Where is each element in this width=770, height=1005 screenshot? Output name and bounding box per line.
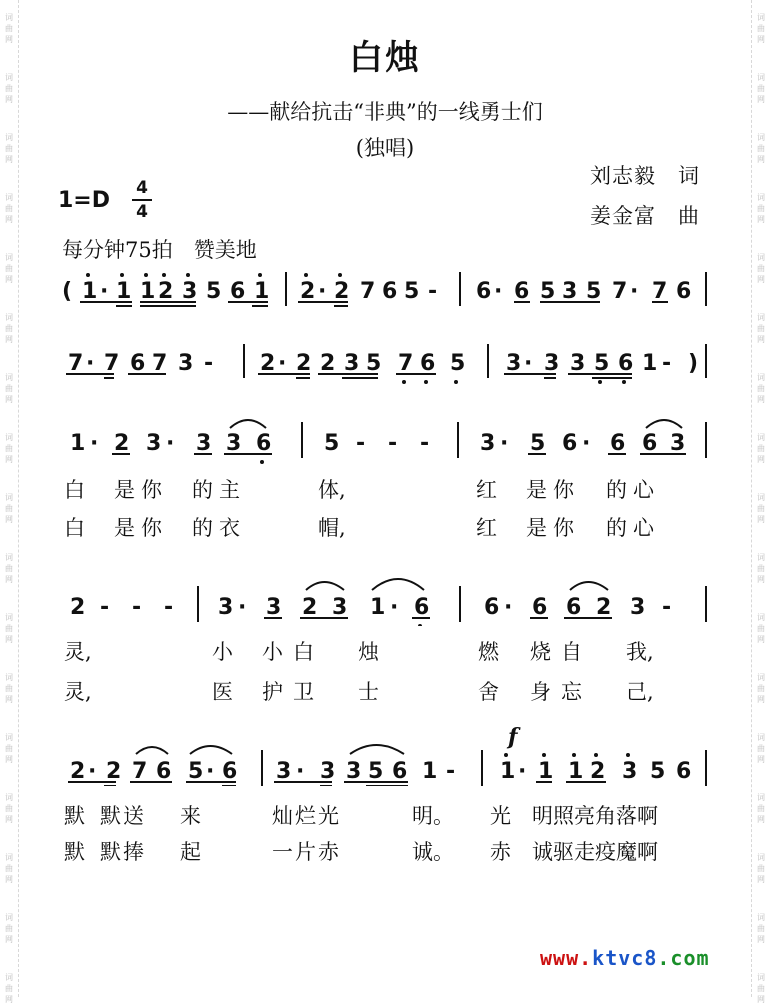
lyric: 赤 [490, 840, 511, 864]
lyric: 红 [476, 478, 497, 502]
watermark-text: 词 曲 网 [5, 733, 13, 764]
svg-text:1: 1 [254, 279, 270, 304]
lyric: 我, [626, 640, 654, 664]
watermark-text: 词 曲 网 [757, 313, 765, 344]
svg-text:·: · [504, 595, 513, 620]
lyric: 是你 [526, 516, 580, 540]
svg-text:1: 1 [538, 759, 554, 784]
lyric: 烧自 [530, 640, 592, 664]
watermark-text: 词 曲 网 [5, 433, 13, 464]
svg-text:3: 3 [630, 595, 646, 620]
lyric: 的心 [606, 516, 660, 540]
key-signature: 1=D [58, 188, 111, 213]
svg-text:6: 6 [414, 595, 430, 620]
lyric: 是你 [114, 516, 168, 540]
watermark-text: 词 曲 网 [5, 373, 13, 404]
svg-text:1: 1 [140, 279, 156, 304]
watermark-text: 词 曲 网 [757, 73, 765, 104]
svg-text:5: 5 [366, 351, 382, 376]
svg-text:·: · [296, 759, 305, 784]
score-row-5-svg [0, 726, 770, 786]
svg-text:3: 3 [346, 759, 362, 784]
svg-text:3: 3 [622, 759, 638, 784]
svg-text:·: · [630, 279, 639, 304]
lyric: 白 [64, 516, 85, 540]
watermark-text: 词 曲 网 [5, 913, 13, 944]
svg-text:2: 2 [300, 279, 316, 304]
composer-credit: 姜金富 曲 [590, 204, 700, 228]
svg-text:6: 6 [156, 759, 172, 784]
svg-text:5: 5 [368, 759, 384, 784]
svg-text:6: 6 [230, 279, 246, 304]
svg-text:3: 3 [182, 279, 198, 304]
lyric: 诚。 [412, 840, 454, 864]
svg-text:6: 6 [642, 431, 658, 456]
time-signature-bottom: 4 [136, 202, 148, 222]
lyric: 灵, [64, 640, 92, 664]
svg-text:6: 6 [484, 595, 500, 620]
lyric: 白 [64, 478, 85, 502]
watermark-text: 词 曲 网 [757, 13, 765, 44]
watermark-text: 词 曲 网 [5, 253, 13, 284]
watermark-text: 词 曲 网 [757, 553, 765, 584]
svg-text:3: 3 [562, 279, 578, 304]
lyric: 红 [476, 516, 497, 540]
svg-text:5: 5 [206, 279, 222, 304]
svg-text:6: 6 [256, 431, 272, 456]
svg-text:5: 5 [540, 279, 556, 304]
lyric: 舍 [478, 680, 499, 704]
svg-text:·: · [100, 279, 109, 304]
watermark-text: 词 曲 网 [5, 673, 13, 704]
lyric: 来 [180, 804, 201, 828]
svg-text:3: 3 [344, 351, 360, 376]
watermark-text: 词 曲 网 [757, 133, 765, 164]
svg-text:2: 2 [114, 431, 130, 456]
watermark-text: 词 曲 网 [5, 133, 13, 164]
score-row-3 [0, 414, 770, 456]
lyric: 小 [212, 640, 233, 664]
score-row-1 [0, 270, 770, 306]
song-title: 白烛 [349, 38, 421, 78]
svg-text:3: 3 [146, 431, 162, 456]
svg-text:7: 7 [612, 279, 628, 304]
score-row-3-svg [0, 414, 770, 464]
watermark-text: 词 曲 网 [5, 193, 13, 224]
svg-text:2: 2 [158, 279, 174, 304]
svg-text:(: ( [62, 279, 73, 304]
svg-text:-: - [428, 279, 438, 304]
svg-text:6: 6 [222, 759, 238, 784]
lyric: 的主 [192, 478, 246, 502]
performance-type: (独唱) [355, 136, 415, 160]
svg-text:-: - [388, 431, 398, 456]
svg-text:5: 5 [450, 351, 466, 376]
lyric: 默 [64, 804, 85, 828]
time-signature [132, 178, 152, 222]
lyric: 一片赤 [272, 840, 341, 864]
svg-text:1: 1 [568, 759, 584, 784]
svg-text:3: 3 [506, 351, 522, 376]
lyric: 是你 [114, 478, 168, 502]
svg-text:·: · [494, 279, 503, 304]
svg-text:-: - [132, 595, 142, 620]
svg-text:7: 7 [360, 279, 376, 304]
score-row-2 [0, 342, 770, 378]
watermark-text: 词 曲 网 [757, 433, 765, 464]
svg-text:3: 3 [570, 351, 586, 376]
watermark-text: 词 曲 网 [757, 193, 765, 224]
svg-text:6: 6 [476, 279, 492, 304]
watermark-text: 词 曲 网 [757, 493, 765, 524]
watermark-text: 词 曲 网 [757, 973, 765, 1004]
watermark-text: 词 曲 网 [757, 673, 765, 704]
svg-text:·: · [518, 759, 527, 784]
watermark-text: 词 曲 网 [5, 973, 13, 1004]
svg-text:2: 2 [296, 351, 312, 376]
lyric-line-5 [0, 800, 770, 830]
lyric: 明照亮角落啊 [532, 804, 658, 828]
svg-text:3: 3 [544, 351, 560, 376]
watermark-text: 词 曲 网 [5, 613, 13, 644]
score-row-1-svg [0, 270, 770, 320]
score-row-4-svg [0, 570, 770, 626]
svg-text:1: 1 [116, 279, 132, 304]
lyric: 小白 [262, 640, 324, 664]
watermark-text: 词 曲 网 [5, 853, 13, 884]
svg-text:2: 2 [260, 351, 276, 376]
site-url[interactable] [540, 946, 710, 970]
lyric: 的衣 [192, 516, 246, 540]
svg-text:6: 6 [610, 431, 626, 456]
lyric: 燃 [478, 640, 499, 664]
svg-text:6: 6 [532, 595, 548, 620]
svg-text:6: 6 [420, 351, 436, 376]
watermark-text: 词 曲 网 [757, 613, 765, 644]
svg-text:5: 5 [650, 759, 666, 784]
watermark-text: 词 曲 网 [5, 493, 13, 524]
svg-text:2: 2 [596, 595, 612, 620]
site-url-part: www. [540, 946, 593, 970]
svg-text:5: 5 [188, 759, 204, 784]
score-row-4 [0, 570, 770, 620]
lyric: 默捧 [100, 840, 146, 864]
svg-text:1: 1 [82, 279, 98, 304]
svg-text:1: 1 [70, 431, 86, 456]
watermark-text: 词 曲 网 [5, 793, 13, 824]
svg-text:7: 7 [398, 351, 414, 376]
svg-text:7: 7 [152, 351, 168, 376]
svg-text:·: · [88, 759, 97, 784]
svg-text:6: 6 [676, 759, 692, 784]
watermark-text: 词 曲 网 [757, 793, 765, 824]
svg-text:6: 6 [676, 279, 692, 304]
watermark-text: 词 曲 网 [5, 13, 13, 44]
lyricist-credit: 刘志毅 词 [590, 164, 700, 188]
watermark-text: 词 曲 网 [757, 733, 765, 764]
svg-text:·: · [238, 595, 247, 620]
site-url-part: .com [657, 946, 710, 970]
lyric: 身忘 [530, 680, 592, 704]
svg-text:2: 2 [334, 279, 350, 304]
svg-text:): ) [688, 351, 699, 376]
svg-text:6: 6 [392, 759, 408, 784]
svg-text:2: 2 [590, 759, 606, 784]
svg-text:1: 1 [370, 595, 386, 620]
svg-text:6: 6 [566, 595, 582, 620]
svg-text:-: - [446, 759, 456, 784]
lyric: 己, [626, 680, 654, 704]
lyric-line-6 [0, 836, 770, 866]
lyric-line-4 [0, 676, 770, 706]
svg-text:2: 2 [106, 759, 122, 784]
svg-text:3: 3 [178, 351, 194, 376]
svg-text:7: 7 [104, 351, 120, 376]
svg-text:·: · [582, 431, 591, 456]
lyric: 护卫 [262, 680, 324, 704]
svg-text:·: · [524, 351, 533, 376]
svg-text:-: - [164, 595, 174, 620]
lyric: 医 [212, 680, 233, 704]
svg-text:-: - [100, 595, 110, 620]
lyric: 帽, [318, 516, 346, 540]
watermark-text: 词 曲 网 [757, 253, 765, 284]
lyric: 灿烂光 [272, 804, 341, 828]
svg-text:3: 3 [480, 431, 496, 456]
svg-text:3: 3 [276, 759, 292, 784]
time-signature-line [132, 199, 152, 201]
svg-text:3: 3 [196, 431, 212, 456]
svg-text:-: - [204, 351, 214, 376]
watermark-text: 词 曲 网 [5, 313, 13, 344]
svg-text:·: · [166, 431, 175, 456]
svg-text:6: 6 [562, 431, 578, 456]
lyric: 烛 [358, 640, 379, 664]
lyric: 明。 [412, 804, 454, 828]
watermark-text: 词 曲 网 [757, 853, 765, 884]
lyric: 光 [490, 804, 511, 828]
svg-text:·: · [278, 351, 287, 376]
svg-text:5: 5 [586, 279, 602, 304]
svg-text:6: 6 [382, 279, 398, 304]
svg-text:3: 3 [332, 595, 348, 620]
svg-text:5: 5 [594, 351, 610, 376]
svg-text:2: 2 [70, 759, 86, 784]
lyric: 起 [180, 840, 201, 864]
lyric: 的心 [606, 478, 660, 502]
watermark-text: 词 曲 网 [757, 913, 765, 944]
svg-text:5: 5 [324, 431, 340, 456]
svg-text:6: 6 [130, 351, 146, 376]
watermark-text: 词 曲 网 [5, 73, 13, 104]
song-subtitle: ——献给抗击“非典”的一线勇士们 [227, 100, 543, 124]
svg-text:-: - [356, 431, 366, 456]
score-row-2-svg [0, 342, 770, 392]
svg-text:-: - [420, 431, 430, 456]
svg-text:2: 2 [320, 351, 336, 376]
lyric: 灵, [64, 680, 92, 704]
lyric-line-3 [0, 636, 770, 666]
svg-text:7: 7 [68, 351, 84, 376]
svg-text:3: 3 [320, 759, 336, 784]
svg-text:-: - [662, 595, 672, 620]
svg-text:3: 3 [670, 431, 686, 456]
svg-text:6: 6 [618, 351, 634, 376]
watermark-text: 词 曲 网 [757, 373, 765, 404]
svg-text:2: 2 [302, 595, 318, 620]
lyric-line-1 [0, 474, 770, 504]
dynamic-mark: f [508, 726, 518, 750]
svg-text:3: 3 [218, 595, 234, 620]
time-signature-top: 4 [136, 178, 148, 198]
svg-text:7: 7 [652, 279, 668, 304]
svg-text:1: 1 [642, 351, 658, 376]
svg-text:2: 2 [70, 595, 86, 620]
svg-text:5: 5 [404, 279, 420, 304]
svg-text:3: 3 [266, 595, 282, 620]
lyric: 是你 [526, 478, 580, 502]
svg-text:·: · [206, 759, 215, 784]
svg-text:·: · [318, 279, 327, 304]
lyric: 默送 [100, 804, 146, 828]
site-url-part: ktvc8 [592, 946, 658, 970]
svg-text:-: - [662, 351, 672, 376]
lyric-line-2 [0, 512, 770, 542]
lyric: 体, [318, 478, 346, 502]
svg-text:·: · [90, 431, 99, 456]
watermark-text: 词 曲 网 [5, 553, 13, 584]
lyric: 士 [358, 680, 379, 704]
lyric: 默 [64, 840, 85, 864]
svg-text:3: 3 [226, 431, 242, 456]
svg-text:6: 6 [514, 279, 530, 304]
lyric: 诚驱走疫魔啊 [532, 840, 658, 864]
svg-text:5: 5 [530, 431, 546, 456]
svg-text:7: 7 [132, 759, 148, 784]
svg-text:·: · [500, 431, 509, 456]
svg-text:·: · [86, 351, 95, 376]
svg-text:1: 1 [500, 759, 516, 784]
tempo-marking: 每分钟75拍 赞美地 [62, 238, 257, 262]
svg-text:1: 1 [422, 759, 438, 784]
score-row-5 [0, 726, 770, 784]
svg-text:·: · [390, 595, 399, 620]
